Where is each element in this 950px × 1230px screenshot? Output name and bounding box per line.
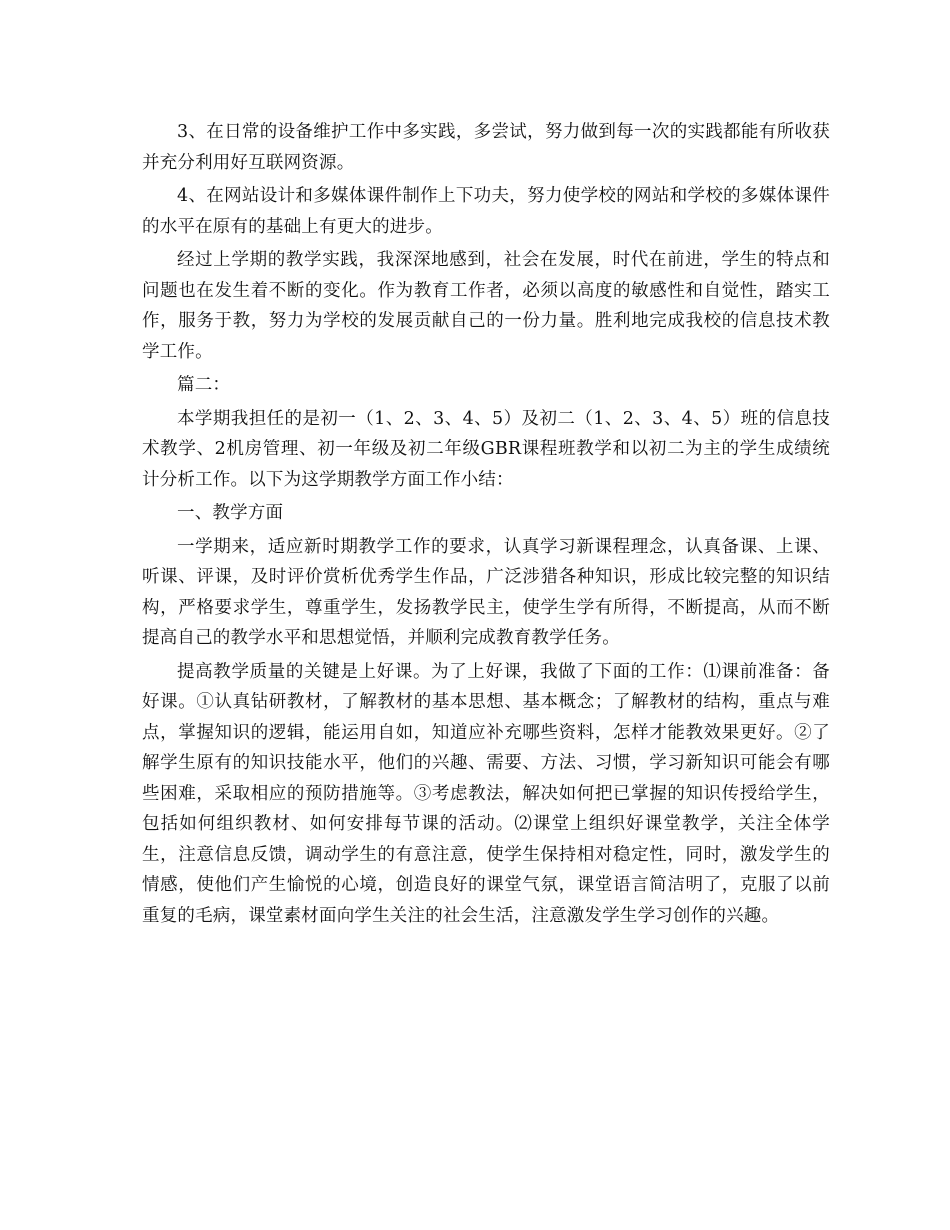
paragraph-item-3: 3、在日常的设备维护工作中多实践，多尝试，努力做到每一次的实践都能有所收获并充分利用好互联网资源。 — [142, 122, 830, 173]
section-heading-teaching: 一、教学方面 — [177, 503, 284, 523]
document-body — [142, 117, 830, 931]
paragraph-duties: 本学期我担任的是初一（1、2、3、4、5）及初二（1、2、3、4、5）班的信息技术教学、2机房管理、初一年级及初二年级GBR课程班教学和以初二为主的学生成绩统计分析工作。以下为这学期教学方面工作小结： — [142, 408, 830, 490]
paragraph-teaching-quality: 提高教学质量的关键是上好课。为了上好课，我做了下面的工作：⑴课前准备：备好课。①认真钻研教材，了解教材的基本思想、基本概念；了解教材的结构，重点与难点，掌握知识的逻辑，能运用自如，知道应补充哪些资料，怎样才能教效果更好。②了解学生原有的知识技能水平，他们的兴趣、需要、方法、习惯，学习新知识可能会有哪些困难，采取相应的预防措施等。③考虑教法，解决如何把已掌握的知识传授给学生，包括如何组织教材、如何安排每节课的活动。⑵课堂上组织好课堂教学，关注全体学生，注意信息反馈，调动学生的有意注意，使学生保持相对稳定性，同时，激发学生的情感，使他们产生愉悦的心境，创造良好的课堂气氛，课堂语言简洁明了，克服了以前重复的毛病，课堂素材面向学生关注的社会生活，注意激发学生学习创作的兴趣。 — [142, 661, 830, 926]
paragraph-reflection: 经过上学期的教学实践，我深深地感到，社会在发展，时代在前进，学生的特点和问题也在发生着不断的变化。作为教育工作者，必须以高度的敏感性和自觉性，踏实工作，服务于教，努力为学校的发展贡献自己的一份力量。胜利地完成我校的信息技术教学工作。 — [142, 250, 830, 362]
paragraph-item-4: 4、在网站设计和多媒体课件制作上下功夫，努力使学校的网站和学校的多媒体课件的水平在原有的基础上有更大的进步。 — [142, 186, 830, 237]
section-heading-part-two: 篇二： — [177, 375, 231, 395]
paragraph-semester-summary: 一学期来，适应新时期教学工作的要求，认真学习新课程理念，认真备课、上课、听课、评课，及时评价赏析优秀学生作品，广泛涉猎各种知识，形成比较完整的知识结构，严格要求学生，尊重学生，发扬教学民主，使学生学有所得，不断提高，从而不断提高自己的教学水平和思想觉悟，并顺利完成教育教学任务。 — [142, 536, 830, 648]
